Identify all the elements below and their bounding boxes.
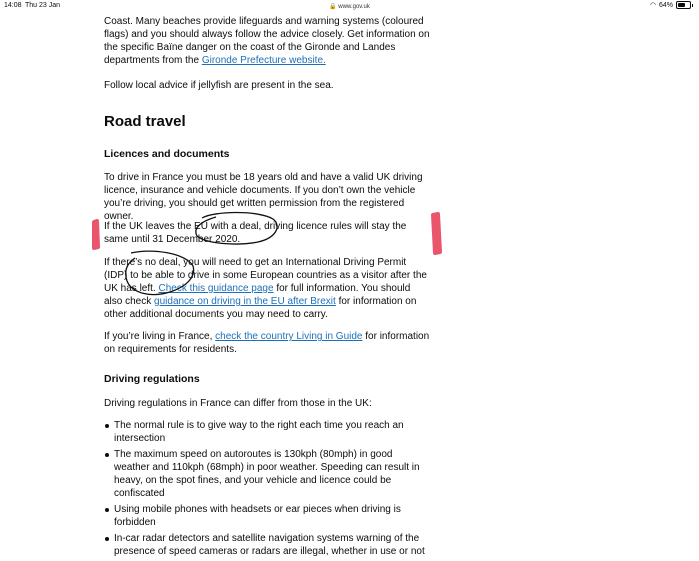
jellyfish-paragraph: Follow local advice if jellyfish are present in the sea. (104, 80, 334, 91)
idp-text-a: If there’s no deal, you will need to get an International Driving Permit (IDP) to be able to drive in some European countries as a visitor after the UK has left. (104, 257, 427, 294)
licences-heading: Licences and documents (104, 148, 230, 160)
living-text-a: If you’re living in France, (104, 331, 216, 342)
beaches-text: Coast. Many beaches provide lifeguards and warning systems (coloured flags) and you should always follow the advice closely. Get information on the specific Baïne danger on the coast of the Gironde and Landes departments from the (104, 16, 430, 66)
battery-tip (692, 4, 693, 7)
idp-text-c: for information on other additional documents you may need to carry. (104, 296, 417, 320)
brexit-guidance-link[interactable]: guidance on driving in the EU after Brexit (154, 296, 336, 307)
highlight-mark-right (433, 214, 440, 253)
list-item: Using mobile phones with headsets or ear pieces when driving is forbidden (104, 503, 430, 529)
idp-paragraph (104, 256, 430, 321)
gironde-prefecture-link[interactable]: Gironde Prefecture website. (201, 55, 326, 66)
status-time: 14:08 (4, 2, 22, 9)
highlight-mark-left (94, 221, 98, 248)
lock-icon: 🔒 (329, 4, 337, 10)
idp-text-b: for full information. You should also check (104, 283, 411, 307)
regulations-list (104, 419, 430, 558)
wifi-icon: ◠ (649, 2, 656, 9)
status-bar (0, 0, 699, 12)
road-travel-heading: Road travel (104, 113, 186, 130)
beaches-paragraph (104, 15, 430, 67)
list-item: The normal rule is to give way to the right each time you reach an intersection (104, 419, 430, 445)
regulations-intro: Driving regulations in France can differ from those in the UK: (104, 398, 372, 409)
battery-percent: 64% (658, 1, 673, 9)
deal-paragraph: If the UK leaves the EU with a deal, driving licence rules will stay the same until 31 December 2020. (104, 221, 407, 245)
address-bar[interactable] (0, 3, 699, 10)
living-paragraph (104, 330, 430, 356)
living-guide-link[interactable]: check the country Living in Guide (215, 331, 363, 342)
battery-icon (676, 1, 691, 9)
address-url: www.gov.uk (338, 4, 370, 10)
driving-regulations-heading: Driving regulations (104, 373, 200, 385)
living-text-b: for information on requirements for residents. (104, 331, 430, 355)
check-guidance-link[interactable]: Check this guidance page (158, 283, 274, 294)
list-item: In-car radar detectors and satellite navigation systems warning of the presence of speed cameras or radars are illegal, whether in use or not (104, 532, 430, 558)
status-date: Thu 23 Jan (25, 2, 61, 9)
licences-paragraph: To drive in France you must be 18 years old and have a valid UK driving licence, insurance and vehicle documents. If you don’t own the vehicle you’re driving, you should get written permission from the registered owner. (104, 172, 423, 222)
list-item: The maximum speed on autoroutes is 130kph (80mph) in good weather and 110kph (68mph) in poor weather. Speeding can result in heavy, on the spot fines, and your vehicle and licence could be confiscated (104, 448, 430, 500)
